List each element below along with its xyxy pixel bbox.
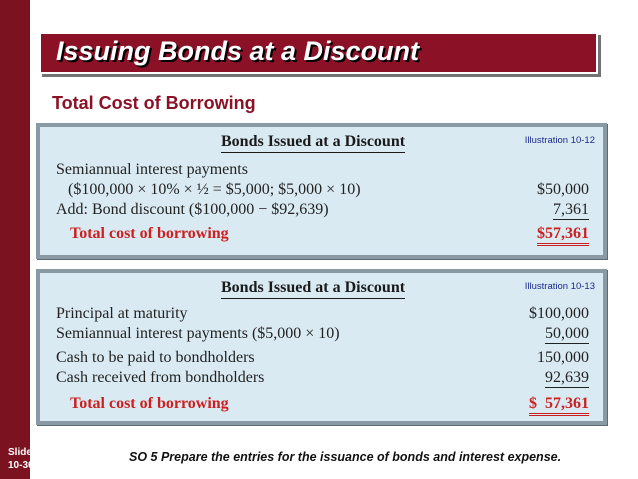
illustration-header: Bonds Issued at a Discount [221,133,405,153]
illustration-label: Illustration 10-13 [524,281,595,292]
title-bar [39,32,598,74]
study-objective: SO 5 Prepare the entries for the issuance of bonds and interest expense. [129,450,562,464]
row-label: Cash to be paid to bondholders [56,349,255,366]
illustration-10-13-panel [36,269,607,425]
illustration-label: Illustration 10-12 [524,135,595,146]
total-amount: $57,361 [537,225,589,246]
total-row [40,225,603,245]
row-label: Add: Bond discount ($100,000 − $92,639) [56,201,329,218]
row-label: Principal at maturity [56,305,188,322]
illustration-10-12-panel [36,123,607,259]
row-amount: 7,361 [553,201,589,218]
table-row [40,201,603,221]
slide-title: Issuing Bonds at a Discount [56,36,420,66]
row-amount: $100,000 [529,305,589,322]
slide-number [8,446,34,472]
slide-number-value: 10-36 [8,460,34,471]
slide-label: Slide [8,447,32,458]
left-accent-stripe [0,0,30,479]
table-row [40,349,603,369]
row-label: Semiannual interest payments ($5,000 × 10) [56,325,340,342]
row-label: Cash received from bondholders [56,369,265,386]
table-row [40,181,603,201]
table-row [40,325,603,345]
total-label: Total cost of borrowing [70,225,229,242]
table-row [40,305,603,325]
table-row [40,369,603,389]
slide-subtitle: Total Cost of Borrowing [52,93,256,113]
row-amount: 92,639 [545,369,589,386]
total-row [40,395,603,415]
table-row [40,161,603,181]
row-label: Semiannual interest payments [56,161,248,178]
total-label: Total cost of borrowing [70,395,229,412]
row-amount: $50,000 [537,181,589,198]
row-label: ($100,000 × 10% × ½ = $5,000; $5,000 × 10) [68,181,361,198]
illustration-header: Bonds Issued at a Discount [221,279,405,299]
row-amount: 150,000 [537,349,589,366]
total-amount: $ 57,361 [529,395,589,416]
row-amount: 50,000 [545,325,589,342]
